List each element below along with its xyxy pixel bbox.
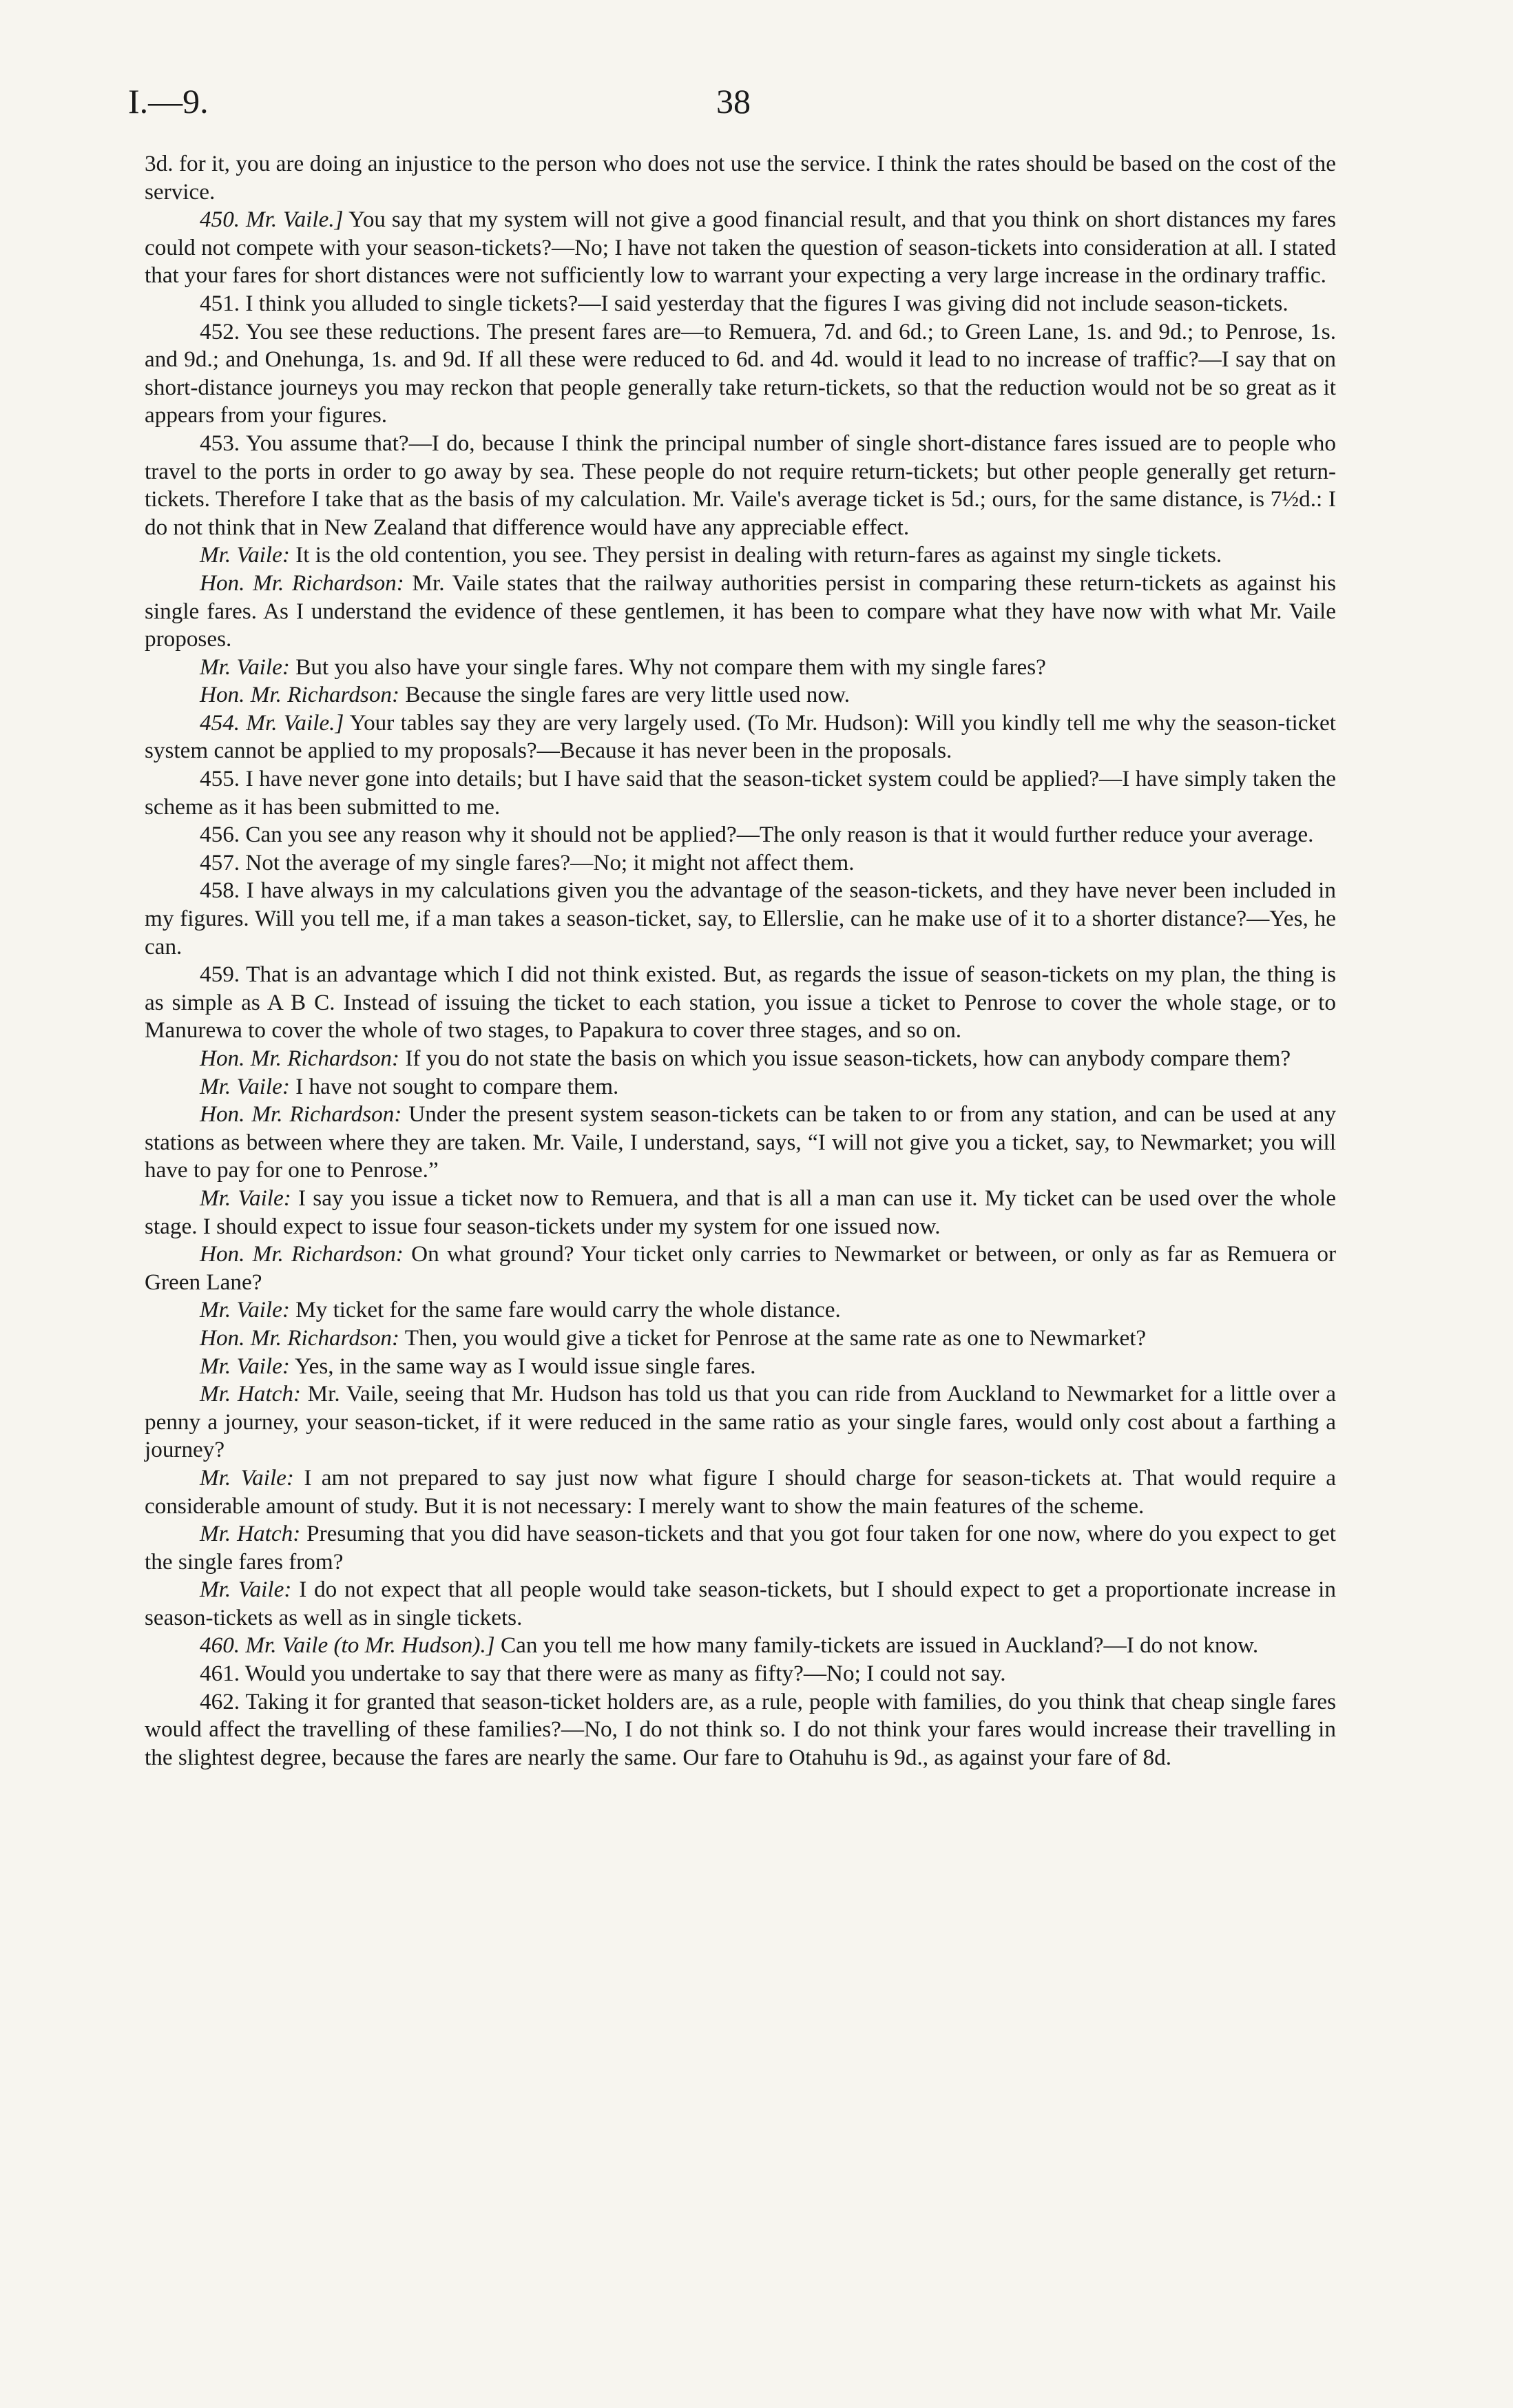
paragraph: Mr. Vaile: It is the old contention, you see. They persist in dealing with return-fares as against my single tickets. [200,542,1222,568]
paragraph: 462. Taking it for granted that season-ticket holders are, as a rule, people with families, do you think that cheap single fares would affect the travelling of these families?—No, I do not think so. I do not think your fares would increase their travelling in the slightest degree, because the fares are nearly the same. Our fare to Otahuhu is 9d., as against your fare of 8d. [145,1688,1336,1770]
evidence-text [145,150,1336,1772]
paragraph: 460. Mr. Vaile (to Mr. Hudson).] Can you tell me how many family-tickets are issued in Auckland?—I do not know. [200,1632,1259,1659]
paragraph: 452. You see these reductions. The present fares are—to Remuera, 7d. and 6d.; to Green Lane, 1s. and 9d.; to Penrose, 1s. and 9d.; and Onehunga, 1s. and 9d. If all these were reduced to 6d. and 4d. would it lead to no increase of traffic?—I say that on short-distance journeys you may reckon that people generally take return-tickets, so that the reduction would not be so great as it appears from your figures. [145,318,1336,428]
paragraph: Mr. Vaile: I have not sought to compare them. [200,1073,619,1099]
paragraph: 450. Mr. Vaile.] You say that my system will not give a good financial result, and that you think on short distances my fares could not compete with your season-tickets?—No; I have not taken the question of season-tickets into consideration at all. I stated that your fares for short distances were not sufficiently low to warrant your expecting a very large increase in the ordinary traffic. [145,207,1336,289]
paragraph: Hon. Mr. Richardson: Under the present system season-tickets can be taken to or from any station, and can be used at any stations as between where they are taken. Mr. Vaile, I understand, says, “I will not give you a ticket, say, to Newmarket; you will have to pay for one to Penrose.” [145,1101,1336,1183]
paragraph: Hon. Mr. Richardson: On what ground? Your ticket only carries to Newmarket or between, or only as far as Remuera or Green Lane? [145,1241,1336,1295]
paragraph: 456. Can you see any reason why it should not be applied?—The only reason is that it would further reduce your average. [200,822,1314,848]
paragraph: Mr. Vaile: My ticket for the same fare would carry the whole distance. [200,1297,841,1323]
paragraph: 459. That is an advantage which I did not think existed. But, as regards the issue of season-tickets on my plan, the thing is as simple as A B C. Instead of issuing the ticket to each station, you issue a ticket to Penrose to cover the whole stage, or to Manurewa to cover the whole of two stages, to Papakura to cover three stages, and so on. [145,962,1336,1044]
paragraph: Mr. Vaile: Yes, in the same way as I would issue single fares. [200,1353,756,1379]
paragraph: 458. I have always in my calculations given you the advantage of the season-tickets, and they have never been included in my figures. Will you tell me, if a man takes a season-ticket, say, to Ellerslie, can he make use of it to a shorter distance?—Yes, he can. [145,878,1336,959]
paragraph: Mr. Hatch: Mr. Vaile, seeing that Mr. Hudson has told us that you can ride from Auckland to Newmarket for a little over a penny a journey, your season-ticket, if it were reduced in the same ratio as your single fares, would only cost about a farthing a journey? [145,1381,1336,1463]
paragraph: Mr. Vaile: But you also have your single fares. Why not compare them with my single fares? [200,654,1046,680]
paragraph: Mr. Vaile: I am not prepared to say just now what figure I should charge for season-tickets at. That would require a considerable amount of study. But it is not necessary: I merely want to show the main features of the scheme. [145,1464,1336,1519]
paragraph: 461. Would you undertake to say that there were as many as fifty?—No; I could not say. [200,1661,1006,1687]
paragraph: Hon. Mr. Richardson: Then, you would give a ticket for Penrose at the same rate as one to Newmarket? [200,1325,1147,1351]
paragraph: Mr. Vaile: I do not expect that all people would take season-tickets, but I should expect to get a proportionate increase in season-tickets as well as in single tickets. [145,1577,1336,1630]
paragraph: Hon. Mr. Richardson: Because the single fares are very little used now. [200,682,851,708]
paragraph: 454. Mr. Vaile.] Your tables say they are very largely used. (To Mr. Hudson): Will you kindly tell me why the season-ticket system cannot be applied to my proposals?—Because it has never been in the proposals. [145,709,1337,764]
paragraph: 453. You assume that?—I do, because I think the principal number of single short-distance fares issued are to people who travel to the ports in order to go away by sea. These people do not require return-tickets; but other people generally get return-tickets. Therefore I take that as the basis of my calculation. Mr. Vaile's average ticket is 5d.; ours, for the same distance, is 7½d.: I do not think that in New Zealand that difference would have any appreciable effect. [145,430,1336,540]
paragraph: Mr. Hatch: Presuming that you did have season-tickets and that you got four taken for one now, where do you expect to get the single fares from? [145,1521,1336,1575]
paragraph: Hon. Mr. Richardson: If you do not state the basis on which you issue season-tickets, how can anybody compare them? [200,1046,1291,1071]
page-number: 38 [716,82,751,121]
paragraph: 3d. for it, you are doing an injustice to the person who does not use the service. I think the rates should be based on the cost of the service. [145,151,1336,205]
paragraph: Mr. Vaile: I say you issue a ticket now to Remuera, and that is all a man can use it. My ticket can be used over the whole stage. I should expect to issue four season-tickets under my system for one issued now. [145,1185,1336,1239]
paragraph: 457. Not the average of my single fares?—No; it might not affect them. [200,849,855,875]
paragraph: 455. I have never gone into details; but I have said that the season-ticket system could be applied?—I have simply taken the scheme as it has been submitted to me. [145,766,1336,820]
paragraph: Hon. Mr. Richardson: Mr. Vaile states that the railway authorities persist in comparing these return-tickets as against his single fares. As I understand the evidence of these gentlemen, it has been to compare what they have now with what Mr. Vaile proposes. [145,570,1336,652]
report-code: I.—9. [128,82,209,121]
paragraph: 451. I think you alluded to single tickets?—I said yesterday that the figures I was giving did not include season-tickets. [200,290,1288,316]
